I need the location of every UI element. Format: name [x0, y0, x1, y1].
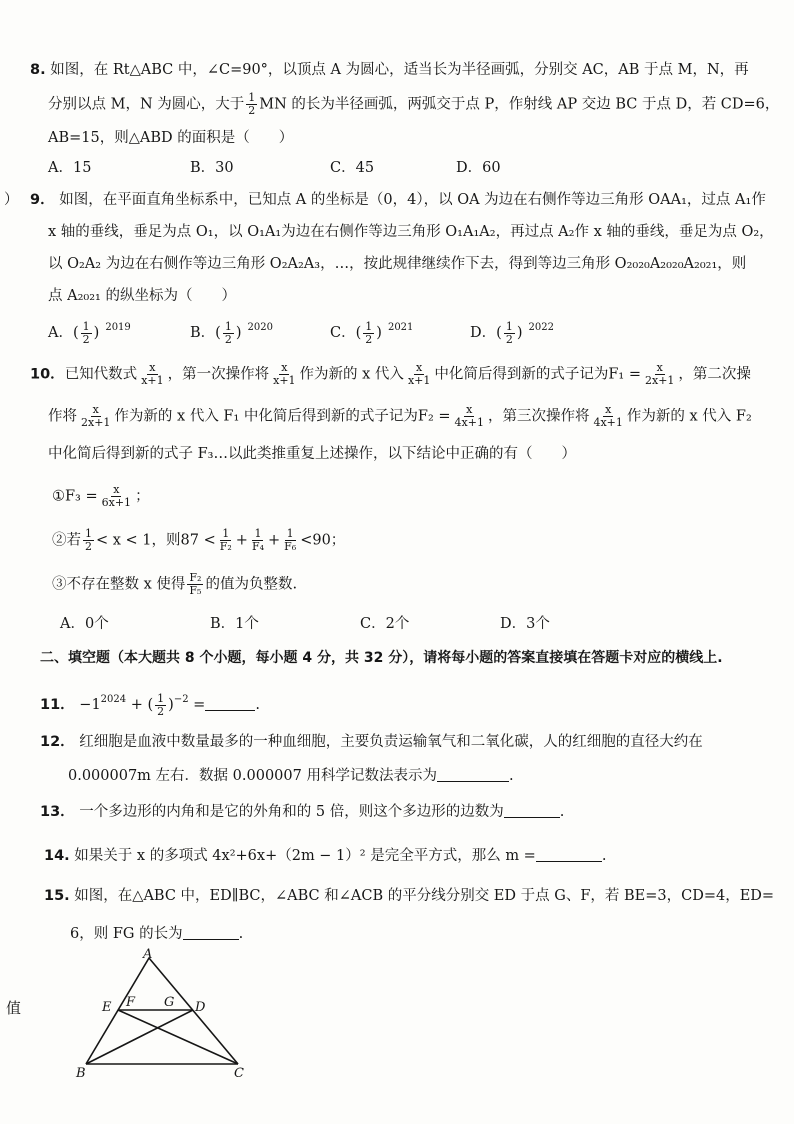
q10-text: 作将: [48, 408, 77, 425]
q8-option-b: B．30: [190, 160, 234, 176]
q10-option-d: D．3个: [500, 616, 550, 632]
q10-text: < x < 1，则87 <: [96, 532, 216, 549]
q9-line3: 以 O₂A₂ 为边在右侧作等边三角形 O₂A₂A₃，…，按此规律继续作下去，得到等边三角形 O₂₀₂₀A₂₀₂₀A₂₀₂₁，则: [48, 256, 747, 272]
q11-exponent: −2: [173, 694, 189, 705]
q10-text: ③不存在整数 x 使得: [52, 576, 186, 593]
q10-text: ①F₃ =: [52, 488, 98, 505]
q10-text: 已知代数式: [64, 366, 138, 383]
q10-text: ，第三次操作将: [487, 408, 590, 425]
q11-text: −1: [79, 697, 101, 713]
q12-line1: [40, 732, 703, 752]
frac-num: 1: [157, 691, 165, 705]
fraction: [100, 484, 133, 509]
q15-number: 15.: [44, 888, 70, 904]
q8-option-c: C．45: [330, 160, 375, 176]
q11-text: .: [255, 697, 260, 713]
margin-mark: ）: [4, 192, 19, 208]
q11-number: 11．: [40, 697, 75, 713]
option-exponent: 2019: [105, 322, 131, 333]
option-fraction: [504, 321, 515, 346]
label-a: A: [143, 948, 153, 962]
frac-den: 6x+1: [101, 496, 132, 509]
q9-line4: 点 A₂₀₂₁ 的纵坐标为（ ）: [48, 288, 236, 304]
q11-text: ): [168, 697, 174, 713]
option-letter: D．: [470, 325, 497, 341]
option-fraction: [363, 321, 374, 346]
fraction: [271, 362, 297, 387]
q9-option-a: A．( $\frac{1}{2}$ ) $^{2019}$: [48, 319, 131, 346]
plus-sign: +: [268, 532, 281, 549]
q10-statement-3: [52, 572, 297, 597]
frac-num: 1: [365, 319, 373, 333]
fraction: [643, 362, 676, 387]
option-letter: A．: [48, 325, 73, 341]
q15-line1: [44, 886, 774, 906]
frac-num: 1: [222, 527, 230, 540]
q12-text: 0.000007m 左右．数据 0.000007 用科学记数法表示为: [68, 768, 437, 784]
q8-line3: AB=15，则△ABD 的面积是（ ）: [48, 130, 294, 146]
fraction: [453, 404, 486, 429]
q8-text-1: 如图，在 Rt△ABC 中，∠C=90°，以顶点 A 为圆心，适当长为半径画弧，分别交 AC，AB 于点 M，N，再: [50, 62, 749, 78]
q10-line1: [30, 362, 751, 387]
q8-fraction: [246, 92, 257, 117]
q8-option-d: D．60: [456, 160, 501, 176]
frac-den: 2x+1: [81, 416, 111, 429]
q8-text-2a: 分别以点 M，N 为圆心，大于: [48, 96, 245, 113]
label-f: F: [126, 995, 136, 1010]
frac-den: F₂: [219, 540, 232, 553]
frac-num: 1: [82, 319, 90, 333]
q10-text: <90；: [300, 532, 346, 549]
q10-text: ，第一次操作将: [167, 366, 270, 383]
answer-blank[interactable]: [536, 847, 602, 862]
frac-den: F₄: [251, 540, 264, 553]
frac-den: x+1: [273, 374, 296, 387]
q14-text: .: [601, 848, 607, 864]
q10-statement-2: [52, 528, 345, 553]
frac-den: 2: [248, 104, 256, 117]
q13-text: .: [559, 804, 565, 820]
q10-line3: 中化简后得到新的式子 F₃…以此类推重复上述操作，以下结论中正确的有（ ）: [48, 446, 576, 462]
q11-exponent: 2024: [100, 694, 127, 705]
q13-text: 一个多边形的内角和是它的外角和的 5 倍，则这个多边形的边数为: [79, 804, 504, 820]
option-fraction: [223, 321, 234, 346]
frac-num: 1: [224, 319, 232, 333]
q10-option-c: C．2个: [360, 616, 410, 632]
q9-number: 9．: [30, 192, 55, 208]
option-letter: B．: [190, 325, 216, 341]
fraction: [83, 528, 94, 553]
frac-den: x+1: [141, 374, 164, 387]
q10-option-a: A．0个: [60, 616, 109, 632]
q9-option-d: D．( $\frac{1}{2}$ ) $^{2022}$: [470, 319, 554, 346]
q10-option-b: B．1个: [210, 616, 259, 632]
q10-text: 中化简后得到新的式子记为F₁ =: [434, 366, 641, 383]
q10-statement-1: [52, 484, 150, 509]
label-d: D: [195, 1000, 206, 1015]
fraction: [187, 572, 203, 597]
q14-number: 14.: [44, 848, 70, 864]
q13-line: [40, 802, 564, 822]
triangle-figure: [74, 948, 254, 1082]
option-exponent: 2021: [387, 322, 414, 333]
q14-text: 如果关于 x 的多项式 4x²+6x+（2m − 1）² 是完全平方式，那么 m =: [74, 848, 536, 864]
frac-den: 2x+1: [645, 374, 675, 387]
q11-text: =: [188, 697, 206, 713]
fraction: [139, 362, 165, 387]
q9-option-b: B．( $\frac{1}{2}$ ) $^{2020}$: [190, 319, 273, 346]
q12-line2: [68, 766, 514, 786]
option-exponent: 2022: [528, 322, 554, 333]
q10-text: 作为新的 x 代入: [299, 366, 404, 383]
q11-text: + (: [126, 697, 154, 713]
frac-den: 2: [157, 704, 165, 718]
q10-text: ；: [135, 488, 150, 505]
q8-number: 8.: [30, 62, 46, 78]
answer-blank[interactable]: [205, 696, 255, 711]
q15-line2: [70, 924, 243, 944]
frac-num: 1: [85, 527, 92, 540]
label-b: B: [76, 1066, 86, 1081]
label-e: E: [102, 1000, 112, 1015]
answer-blank[interactable]: [183, 925, 239, 940]
frac-num: x: [605, 403, 612, 416]
frac-den: 2: [85, 540, 92, 553]
frac-num: 1: [248, 91, 256, 104]
q8-option-a: A．15: [48, 160, 92, 176]
section-title: 二、填空题（本大题共 8 个小题，每小题 4 分，共 32 分），请将每小题的答案直接填在答题卡对应的横线上.: [40, 650, 723, 666]
answer-blank[interactable]: [504, 803, 560, 818]
frac-num: x: [149, 361, 156, 374]
frac-num: 1: [286, 527, 294, 540]
frac-num: x: [656, 361, 663, 374]
q11-line: [40, 690, 260, 718]
frac-den: F₆: [284, 540, 297, 553]
frac-num: x: [466, 403, 473, 416]
margin-character: 值: [6, 999, 22, 1017]
fraction: [282, 528, 298, 553]
option-exponent: 2020: [247, 322, 273, 333]
q8-line1: [30, 60, 749, 80]
frac-num: 1: [254, 527, 262, 540]
fraction: [218, 528, 234, 553]
frac-den: 4x+1: [593, 416, 623, 429]
frac-den: 2: [505, 332, 513, 346]
option-fraction: [81, 321, 92, 346]
q9-option-c: C．( $\frac{1}{2}$ ) $^{2021}$: [330, 319, 414, 346]
option-letter: C．: [330, 325, 356, 341]
frac-num: F₂: [189, 571, 202, 584]
q9-text-1: 如图，在平面直角坐标系中，已知点 A 的坐标是（0，4），以 OA 为边在右侧作等边三角形 OAA₁，过点 A₁作: [59, 192, 766, 208]
plus-sign: +: [235, 532, 248, 549]
label-g: G: [164, 995, 175, 1010]
q12-text: .: [508, 768, 514, 784]
q10-text: 的值为负整数.: [205, 576, 298, 593]
q10-text: ，第二次操: [678, 366, 751, 383]
fraction: [406, 362, 432, 387]
frac-num: 1: [505, 319, 513, 333]
frac-den: 2: [224, 332, 232, 346]
label-c: C: [234, 1066, 244, 1081]
q10-text: 作为新的 x 代入 F₂: [626, 408, 752, 425]
frac-den: 4x+1: [454, 416, 484, 429]
fraction: [591, 404, 624, 429]
q10-text: 作为新的 x 代入 F₁ 中化简后得到新的式子记为F₂ =: [114, 408, 451, 425]
q10-number: 10．: [30, 366, 65, 383]
q10-text: ②若: [52, 532, 81, 549]
side-ac: [149, 958, 238, 1064]
q12-text: 红细胞是血液中数量最多的一种血细胞，主要负责运输氧气和二氧化碳，人的红细胞的直径大约在: [79, 734, 703, 750]
q10-line2: [48, 404, 752, 429]
frac-den: x+1: [407, 374, 431, 387]
q9-line2: x 轴的垂线，垂足为点 O₁，以 O₁A₁为边在右侧作等边三角形 O₁A₁A₂，再过点 A₂作 x 轴的垂线，垂足为点 O₂，: [48, 224, 774, 240]
answer-blank[interactable]: [437, 767, 509, 782]
fraction: [155, 693, 166, 718]
fraction: [79, 404, 112, 429]
q8-text-2b: MN 的长为半径画弧，两弧交于点 P，作射线 AP 交边 BC 于点 D，若 CD=6，: [259, 96, 780, 113]
fraction: [250, 528, 266, 553]
frac-num: x: [281, 361, 288, 374]
q15-text: 6，则 FG 的长为: [70, 926, 183, 942]
frac-den: 2: [365, 332, 373, 346]
frac-den: F₅: [189, 584, 202, 597]
q15-text: .: [238, 926, 244, 942]
q9-line1: [30, 190, 766, 210]
frac-num: x: [416, 361, 423, 374]
q15-text: 如图，在△ABC 中，ED∥BC，∠ABC 和∠ACB 的平分线分别交 ED 于点 G、F，若 BE=3，CD=4，ED=: [74, 888, 775, 904]
frac-num: x: [113, 483, 120, 496]
q13-number: 13．: [40, 804, 75, 820]
q8-line2: [48, 92, 779, 117]
frac-den: 2: [82, 332, 90, 346]
frac-num: x: [92, 403, 99, 416]
q14-line: [44, 846, 606, 866]
q12-number: 12．: [40, 734, 75, 750]
